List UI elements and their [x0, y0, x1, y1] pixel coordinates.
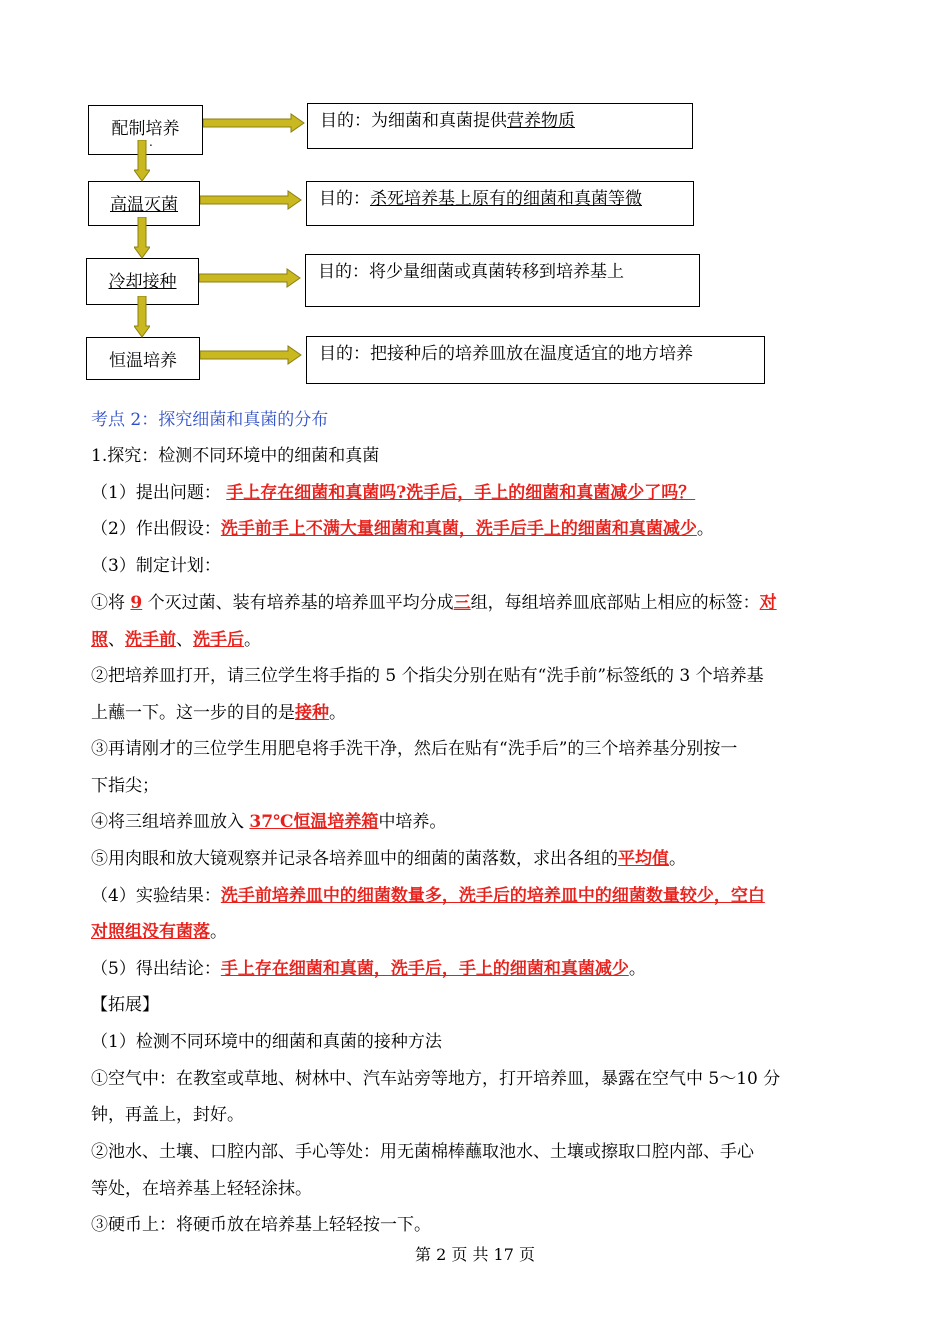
right-arrow-icon — [200, 345, 302, 365]
purpose-underlined: 营养物质 — [507, 111, 575, 131]
punct: 。 — [329, 703, 346, 723]
answer-text: 洗手后 — [193, 630, 244, 650]
line-label: （4）实验结果： — [91, 886, 221, 906]
step-label: 配制培养 — [111, 119, 180, 139]
text-segment: 中培养。 — [378, 812, 447, 832]
section-title: 考点 2：探究细菌和真菌的分布 — [91, 410, 329, 430]
right-arrow-icon — [199, 268, 301, 288]
text-line — [91, 628, 861, 652]
punct: 、 — [176, 630, 193, 650]
punct: 。 — [210, 922, 227, 942]
right-arrow-icon — [200, 190, 302, 210]
answer-text: 手上存在细菌和真菌，洗手后，手上的细菌和真菌减少 — [220, 959, 629, 979]
step-box-incubate — [86, 337, 200, 380]
line-label: （1）提出问题： — [91, 483, 221, 503]
text-line: （1）检测不同环境中的细菌和真菌的接种方法 — [91, 1032, 442, 1052]
text-segment: ①将 — [91, 593, 131, 613]
punct: 。 — [244, 630, 261, 650]
answer-text: 洗手前培养皿中的细菌数量多，洗手后的培养皿中的细菌数量较少，空白 — [220, 886, 765, 906]
purpose-box-4 — [306, 336, 765, 384]
text-line — [91, 920, 861, 944]
punct: 。 — [669, 849, 686, 869]
purpose-text: 目的：为细菌和真菌提供 — [320, 111, 507, 131]
purpose-text: 目的： — [319, 189, 370, 209]
answer-text: 三 — [453, 593, 471, 613]
line-label: （5）得出结论： — [91, 959, 221, 979]
text-line: 等处，在培养基上轻轻涂抹。 — [91, 1179, 312, 1199]
text-line — [91, 810, 861, 834]
text-line: 下指尖； — [91, 776, 159, 796]
text-line — [91, 957, 861, 981]
purpose-text: 目的：将少量细菌或真菌转移到培养基上 — [318, 262, 624, 282]
text-segment: 组，每组培养皿底部贴上相应的标签： — [470, 593, 760, 613]
step-label: 恒温培养 — [109, 351, 177, 371]
down-arrow-icon — [134, 217, 150, 259]
text-segment: 个灭过菌、装有培养基的培养皿平均分成 — [142, 593, 454, 613]
text-line: （3）制定计划： — [91, 556, 221, 576]
text-line — [91, 591, 861, 615]
text-segment: ④将三组培养皿放入 — [91, 812, 250, 832]
text-line: 钟，再盖上，封好。 — [91, 1105, 244, 1125]
purpose-box-1 — [307, 103, 693, 149]
text-line: ②把培养皿打开，请三位学生将手指的 5 个指尖分别在贴有“洗手前”标签纸的 3 个培养基 — [91, 666, 764, 686]
text-segment: 上蘸一下。这一步的目的是 — [91, 703, 295, 723]
step-mark: . — [149, 135, 153, 149]
purpose-text: 目的：把接种后的培养皿放在温度适宜的地方培养 — [319, 344, 693, 364]
answer-text: 平均值 — [618, 849, 669, 869]
text-line: ①空气中：在教室或草地、树林中、汽车站旁等地方，打开培养皿，暴露在空气中 5～10 分 — [91, 1069, 781, 1089]
answer-text: 对照组没有菌落 — [91, 922, 210, 942]
line-label: （2）作出假设： — [91, 519, 221, 539]
text-line — [91, 847, 861, 871]
down-arrow-icon — [134, 140, 150, 182]
answer-text: 对 — [759, 593, 777, 613]
down-arrow-icon — [134, 296, 150, 338]
answer-text: 手上存在细菌和真菌吗?洗手后，手上的细菌和真菌减少了吗？ — [226, 483, 696, 503]
answer-text: 照 — [91, 630, 108, 650]
purpose-box-3 — [305, 254, 700, 307]
text-line: ②池水、土壤、口腔内部、手心等处：用无菌棉棒蘸取池水、土壤或擦取口腔内部、手心 — [91, 1142, 754, 1162]
text-line: 1.探究：检测不同环境中的细菌和真菌 — [91, 446, 380, 466]
answer-text: 洗手前 — [125, 630, 176, 650]
answer-text: 洗手前手上不满大量细菌和真菌，洗手后手上的细菌和真菌减少 — [220, 519, 697, 539]
step-label: 冷却接种 — [108, 272, 177, 292]
answer-text: 9 — [130, 593, 143, 613]
text-line: ③硬币上：将硬币放在培养基上轻轻按一下。 — [91, 1215, 431, 1235]
answer-text: 接种 — [295, 703, 329, 723]
answer-text: 37℃恒温培养箱 — [249, 812, 379, 832]
step-label: 高温灭菌 — [110, 195, 178, 215]
text-line — [91, 701, 861, 725]
text-line — [91, 884, 861, 908]
text-line: 【拓展】 — [91, 995, 159, 1015]
punct: 。 — [628, 959, 646, 979]
text-line — [91, 481, 861, 505]
purpose-box-2 — [306, 181, 694, 226]
page-footer: 第 2 页 共 17 页 — [415, 1245, 535, 1264]
text-line: ③再请刚才的三位学生用肥皂将手洗干净，然后在贴有“洗手后”的三个培养基分别按一 — [91, 739, 738, 759]
text-line — [91, 517, 861, 541]
purpose-underlined: 杀死培养基上原有的细菌和真菌等微 — [370, 189, 642, 209]
text-segment: ⑤用肉眼和放大镜观察并记录各培养皿中的细菌的菌落数，求出各组的 — [91, 849, 618, 869]
right-arrow-icon — [203, 113, 305, 133]
punct: 、 — [108, 630, 125, 650]
punct: 。 — [696, 519, 714, 539]
